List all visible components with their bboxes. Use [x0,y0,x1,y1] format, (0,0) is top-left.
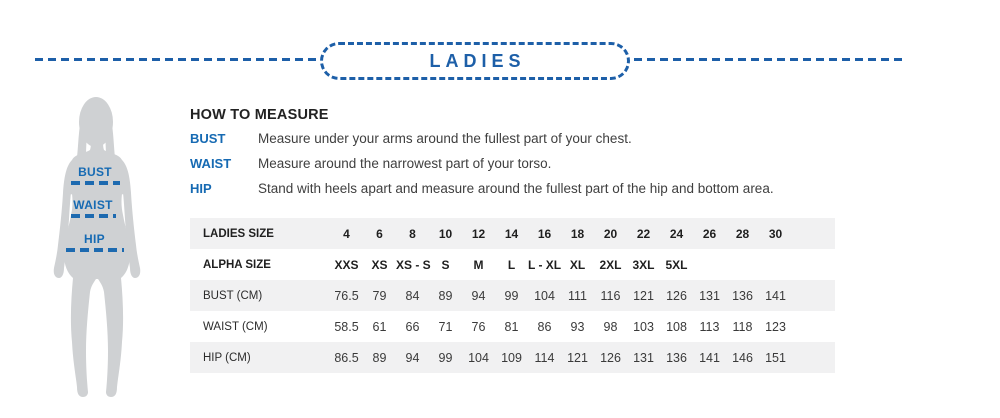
size-table-row [190,249,835,280]
size-table-filler-cell [792,249,835,280]
size-table-cell: 104 [534,288,555,303]
size-table-cell: 94 [471,288,486,303]
size-table-row-label: LADIES SIZE [203,227,274,240]
size-table-cell: 76.5 [334,288,359,303]
size-table-cell: 28 [735,226,750,241]
size-table-cell: 76 [471,319,486,334]
figure-waist-label: WAIST [73,198,113,212]
size-table-cell: 12 [471,226,486,241]
size-table-cell: 22 [636,226,651,241]
size-table-cell: 103 [633,319,654,334]
size-table-cell [693,249,726,280]
size-table-cell: L [507,257,516,272]
measure-text-hip: Stand with heels apart and measure around the fullest part of the hip and bottom area. [258,181,774,196]
size-table-cell: 26 [702,226,717,241]
size-table-cell: 89 [438,288,453,303]
size-table-cell: 136 [666,350,687,365]
size-table-cell: 20 [603,226,618,241]
size-table-cell: 126 [600,350,621,365]
size-table-cell: 86 [537,319,552,334]
size-table-cell: 79 [372,288,387,303]
size-table-cell: 141 [765,288,786,303]
size-table-cell: 18 [570,226,585,241]
size-table-cell: 131 [699,288,720,303]
size-table-cell: 30 [768,226,783,241]
size-table-cell: 136 [732,288,753,303]
size-table-cell: XS - S [396,257,431,272]
measure-instruction-row [190,131,632,146]
measure-text-bust: Measure under your arms around the fullest part of your chest. [258,131,632,146]
size-table-cell: 6 [376,226,383,241]
figure-hip-label: HIP [84,232,105,246]
size-table-cell [759,249,792,280]
size-table-cell: L - XL [528,257,562,272]
size-table-cell: XS [371,257,388,272]
measure-label-bust: BUST [190,131,226,146]
size-table-cell: 14 [504,226,519,241]
size-table-cell: 131 [633,350,654,365]
size-table-cell: 10 [438,226,453,241]
size-table-cell: 99 [438,350,453,365]
size-table-cell: 98 [603,319,618,334]
size-table-cell: 109 [501,350,522,365]
size-table-cell: 108 [666,319,687,334]
size-table-cell: 121 [633,288,654,303]
size-table-cell: 116 [600,288,621,303]
size-table-cell: 104 [468,350,489,365]
size-table-cell: 114 [534,350,555,365]
size-table-cell: 58.5 [334,319,359,334]
size-table-cell: 16 [537,226,552,241]
measure-text-waist: Measure around the narrowest part of your torso. [258,156,552,171]
size-table-cell: 2XL [599,257,622,272]
size-table-cell [726,249,759,280]
size-table-cell: 146 [732,350,753,365]
size-table-cell: 8 [409,226,416,241]
figure-bust-line [71,181,120,185]
size-table-cell: 151 [765,350,786,365]
size-table-row-label: ALPHA SIZE [203,258,271,271]
size-table-row [190,311,835,342]
measure-instruction-row [190,181,774,196]
divider-dash-left [35,58,318,61]
size-table-cell: 24 [669,226,684,241]
size-table-cell: 66 [405,319,420,334]
figure-hip-line [66,248,124,252]
size-table-cell: 94 [405,350,420,365]
measure-instruction-row [190,156,551,171]
size-table-cell: 5XL [665,257,688,272]
size-table-cell: S [441,257,450,272]
ladies-section-pill [320,42,630,80]
figure-bust-label: BUST [78,165,112,179]
size-table-filler-cell [792,342,835,373]
size-table-filler-cell [792,280,835,311]
size-table [190,218,835,373]
size-table-cell: 121 [567,350,588,365]
how-to-measure-heading: HOW TO MEASURE [190,107,329,123]
size-table-cell: 71 [438,319,453,334]
figure-waist-line [71,214,116,218]
size-table-row [190,342,835,373]
size-table-cell: 81 [504,319,519,334]
size-table-cell: 99 [504,288,519,303]
size-table-filler-cell [792,311,835,342]
size-table-cell: 84 [405,288,420,303]
size-table-cell: 123 [765,319,786,334]
size-table-cell: 4 [343,226,350,241]
size-table-cell: 111 [567,288,587,303]
size-table-row-label: HIP (CM) [203,351,251,364]
measure-label-hip: HIP [190,181,212,196]
size-table-cell: 93 [570,319,585,334]
size-table-cell: 61 [372,319,387,334]
section-title: LADIES [429,50,526,71]
size-table-row [190,280,835,311]
size-table-row [190,218,835,249]
size-table-cell: 86.5 [334,350,359,365]
size-table-cell: 89 [372,350,387,365]
size-table-cell: 3XL [632,257,655,272]
size-table-filler-cell [792,218,835,249]
divider-dash-right [634,58,905,61]
size-table-cell: 126 [666,288,687,303]
size-table-cell: 118 [732,319,753,334]
size-table-cell: 113 [699,319,720,334]
measure-label-waist: WAIST [190,156,232,171]
size-table-body [190,218,835,373]
size-table-row-label: WAIST (CM) [203,320,268,333]
size-table-row-label: BUST (CM) [203,289,263,302]
size-table-cell: 141 [699,350,720,365]
size-table-cell: XXS [334,257,359,272]
size-table-cell: XL [569,257,586,272]
size-table-cell: M [473,257,484,272]
